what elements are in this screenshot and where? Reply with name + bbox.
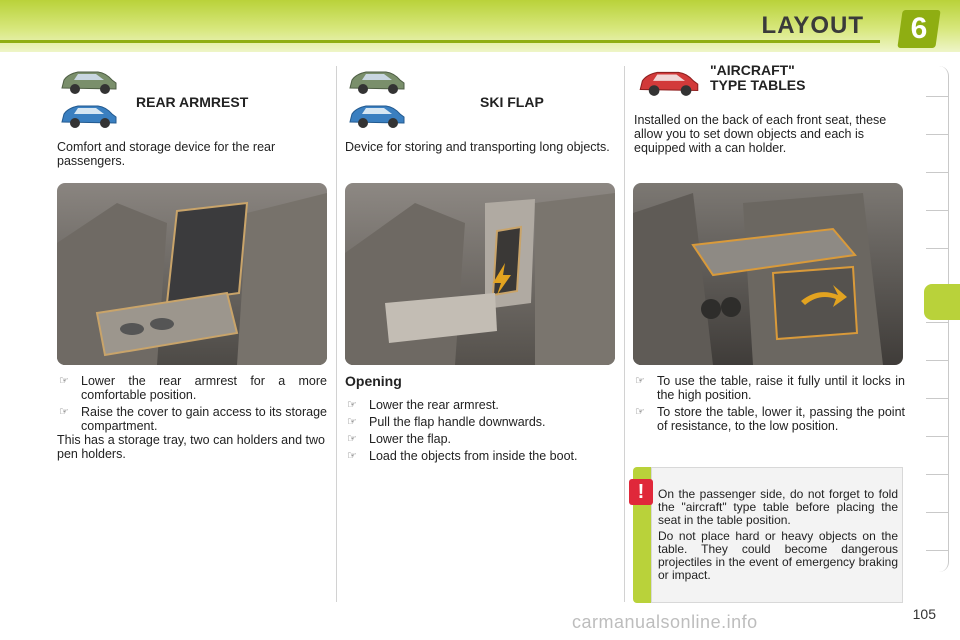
tab-divider xyxy=(926,360,948,361)
section-intro: Device for storing and transporting long objects. xyxy=(345,140,610,154)
photo-ski-flap xyxy=(345,183,615,365)
tab-divider xyxy=(926,248,948,249)
chapter-badge xyxy=(897,10,940,48)
pointer-icon: ☞ xyxy=(59,406,69,418)
warning-exclamation-icon: ! xyxy=(629,479,653,505)
warning-text-1: On the passenger side, do not forget to fold the "aircraft" type table before placing the seat in the table position. xyxy=(658,487,898,527)
tab-divider xyxy=(926,134,948,135)
header-rule xyxy=(0,40,880,43)
section-note: This has a storage tray, two can holders and two pen holders. xyxy=(57,433,325,461)
page-title: LAYOUT xyxy=(761,12,864,39)
pointer-icon: ☞ xyxy=(347,399,357,411)
warning-text-2: Do not place hard or heavy objects on the table. They could become dangerous projectiles in the event of emergency braking or impact. xyxy=(658,529,898,582)
list-item: ☞ Load the objects from inside the boot. xyxy=(347,449,578,463)
car-green-icon xyxy=(346,66,408,96)
pointer-icon: ☞ xyxy=(635,375,645,387)
page-number: 105 xyxy=(912,606,936,622)
list-item: ☞ Pull the flap handle downwards. xyxy=(347,415,546,429)
tab-divider xyxy=(926,172,948,173)
chapter-tab-active[interactable] xyxy=(924,284,960,320)
tab-divider xyxy=(926,550,948,551)
column-divider xyxy=(624,66,625,602)
car-green-icon xyxy=(58,66,120,96)
pointer-icon: ☞ xyxy=(59,375,69,387)
tab-divider xyxy=(926,436,948,437)
section-title-rear-armrest: REAR ARMREST xyxy=(136,94,249,110)
list-item: ☞ Lower the rear armrest for a more comfortable position. xyxy=(59,374,327,402)
warning-box xyxy=(633,467,903,603)
tab-divider xyxy=(926,96,948,97)
tab-divider xyxy=(926,210,948,211)
pointer-icon: ☞ xyxy=(347,416,357,428)
section-title-ski-flap: SKI FLAP xyxy=(480,94,544,110)
section-intro: Installed on the back of each front seat, these allow you to set down objects and each is equipped with a can holder. xyxy=(634,113,887,155)
chapter-number: 6 xyxy=(910,12,928,45)
list-item: ☞ Lower the flap. xyxy=(347,432,451,446)
car-blue-icon xyxy=(58,100,120,130)
list-item: ☞ To store the table, lower it, passing the point of resistance, to the low position. xyxy=(635,405,905,433)
section-title-aircraft-line2: TYPE TABLES xyxy=(710,77,806,93)
bullet-list xyxy=(633,374,905,436)
section-intro: Comfort and storage device for the rear passengers. xyxy=(57,140,276,168)
tab-divider xyxy=(926,474,948,475)
tab-divider xyxy=(926,398,948,399)
list-item: ☞ Raise the cover to gain access to its storage compartment. xyxy=(59,405,327,433)
watermark: carmanualsonline.info xyxy=(572,612,758,632)
section-title-aircraft-line1: "AIRCRAFT" xyxy=(710,62,795,78)
list-item: ☞ Lower the rear armrest. xyxy=(347,398,499,412)
pointer-icon: ☞ xyxy=(635,406,645,418)
pointer-icon: ☞ xyxy=(347,450,357,462)
list-item: ☞ To use the table, raise it fully until it locks in the high position. xyxy=(635,374,905,402)
column-divider xyxy=(336,66,337,602)
car-red-icon xyxy=(636,66,702,98)
photo-aircraft-table xyxy=(633,183,903,365)
pointer-icon: ☞ xyxy=(347,433,357,445)
bullet-list xyxy=(345,398,617,466)
photo-rear-armrest xyxy=(57,183,327,365)
tab-divider xyxy=(926,512,948,513)
tab-divider xyxy=(926,322,948,323)
warning-content xyxy=(651,467,903,603)
bullet-list xyxy=(57,374,327,436)
subheading-opening: Opening xyxy=(345,373,402,389)
car-blue-icon xyxy=(346,100,408,130)
